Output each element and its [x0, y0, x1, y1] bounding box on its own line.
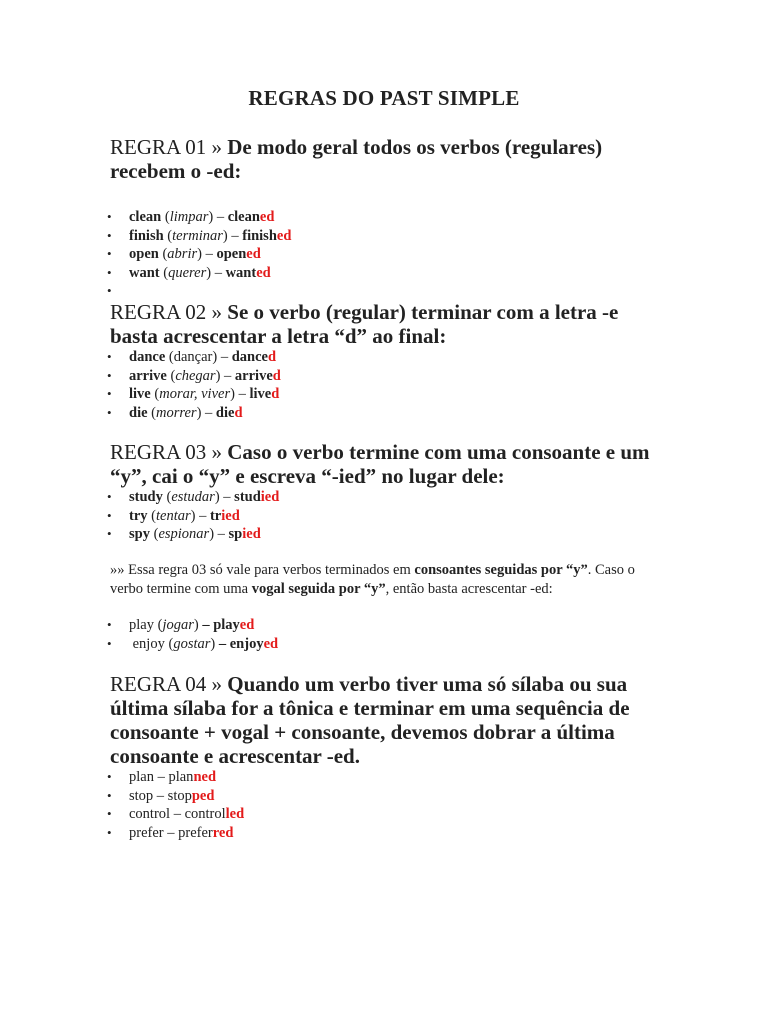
past-suffix: ied: [242, 526, 261, 542]
past-form-stem: open: [216, 246, 247, 262]
translation: espionar: [158, 526, 210, 542]
verb: prefer: [129, 824, 164, 841]
list-item: • spy (espionar) – spied: [110, 525, 279, 544]
rule-04-list: [110, 768, 244, 842]
past-suffix: red: [212, 824, 234, 841]
verb: control: [129, 806, 171, 822]
translation: morrer: [156, 404, 197, 421]
past-form-stem: play: [213, 617, 240, 633]
verb: die: [129, 404, 148, 421]
past-suffix: led: [225, 806, 245, 822]
past-form-stem: plan: [168, 769, 194, 785]
rule-03-note: »» Essa regra 03 só vale para verbos terminados em consoantes seguidas por “y”. Caso o verbo termine com uma vogal seguida por “y”, então basta acrescentar -ed:: [110, 562, 635, 597]
verb: open: [129, 246, 159, 262]
list-item: • stop – stopped: [110, 787, 244, 806]
past-form-stem: enjoy: [229, 635, 264, 652]
page-title: REGRAS DO PAST SIMPLE: [248, 86, 520, 110]
list-item: • control – controlled: [110, 805, 244, 824]
past-suffix: d: [234, 404, 243, 421]
list-item: • clean (limpar) – cleaned: [110, 208, 291, 227]
past-suffix: ned: [193, 769, 217, 785]
past-suffix: ed: [239, 617, 255, 633]
past-suffix: ied: [221, 507, 240, 524]
translation: abrir: [167, 246, 198, 262]
verb: dance: [129, 349, 166, 365]
rule-03-list: [110, 488, 279, 544]
verb: stop: [129, 787, 154, 804]
translation: terminar: [172, 227, 223, 244]
rule-03-label: REGRA 03 »: [110, 440, 223, 464]
list-item: • try (tentar) – tried: [110, 507, 279, 526]
rule-02-text: Se o verbo (regular) terminar com a letra -e basta acrescentar a letra “d” ao final:: [110, 300, 619, 348]
verb: clean: [129, 209, 162, 225]
past-form-stem: die: [215, 404, 235, 421]
past-form-stem: tr: [209, 507, 222, 524]
verb: try: [129, 507, 148, 524]
past-suffix: ed: [256, 264, 271, 281]
translation: estudar: [171, 489, 215, 505]
past-suffix: ed: [263, 635, 279, 652]
verb: study: [129, 489, 163, 505]
translation: chegar: [175, 367, 216, 384]
verb: enjoy: [132, 635, 165, 652]
verb: finish: [129, 227, 164, 244]
verb: arrive: [129, 367, 167, 384]
past-form-stem: control: [184, 806, 226, 822]
rule-03-heading: [110, 440, 670, 488]
list-item: • die (morrer) – died: [110, 404, 281, 423]
list-item: • live (morar, viver) – lived: [110, 385, 281, 404]
rule-03-text: Caso o verbo termine com uma consoante e um “y”, cai o “y” e escreva “-ied” no lugar dele:: [110, 440, 650, 488]
list-item: • want (querer) – wanted: [110, 264, 291, 283]
past-suffix: ied: [260, 489, 280, 505]
rule-01-label: REGRA 01 »: [110, 135, 223, 159]
verb: plan: [129, 769, 154, 785]
translation: tentar: [155, 507, 191, 524]
rule-04-heading: [110, 672, 650, 768]
past-suffix: d: [271, 386, 280, 402]
rule-02-list: [110, 348, 281, 422]
past-suffix: d: [267, 349, 277, 365]
rule-02-label: REGRA 02 »: [110, 300, 223, 324]
past-form-stem: sp: [228, 526, 243, 542]
past-form-stem: prefer: [178, 824, 213, 841]
list-item: • play (jogar) – played: [110, 616, 278, 635]
past-suffix: d: [272, 367, 281, 384]
verb: live: [129, 386, 151, 402]
list-item: • prefer – preferred: [110, 824, 244, 843]
list-item: • dance (dançar) – danced: [110, 348, 281, 367]
list-item: • study (estudar) – studied: [110, 488, 279, 507]
verb: spy: [129, 526, 150, 542]
past-suffix: ed: [276, 227, 292, 244]
list-item: • finish (terminar) – finished: [110, 227, 291, 246]
past-form-stem: dance: [231, 349, 268, 365]
past-form-stem: finish: [242, 227, 277, 244]
past-suffix: ped: [191, 787, 215, 804]
translation: morar, viver: [159, 386, 231, 402]
note-list: [110, 616, 278, 653]
verb: play: [129, 617, 154, 633]
translation: dançar: [173, 349, 213, 365]
list-item: • open (abrir) – opened: [110, 245, 291, 264]
list-item-empty: [110, 282, 291, 301]
translation: jogar: [162, 617, 194, 633]
translation: limpar: [169, 209, 209, 225]
past-suffix: ed: [246, 246, 261, 262]
rule-01-heading: [110, 135, 670, 183]
list-item: • plan – planned: [110, 768, 244, 787]
list-item: • arrive (chegar) – arrived: [110, 367, 281, 386]
translation: querer: [168, 264, 207, 281]
rule-04-label: REGRA 04 »: [110, 672, 223, 696]
rule-01-text: De modo geral todos os verbos (regulares) recebem o -ed:: [110, 135, 603, 183]
past-suffix: ed: [259, 209, 275, 225]
rule-01-list: [110, 208, 291, 301]
translation: gostar: [173, 635, 211, 652]
list-item: • enjoy (gostar) – enjoyed: [110, 635, 278, 654]
verb: want: [129, 264, 160, 281]
rule-04-text: Quando um verbo tiver uma só sílaba ou sua última sílaba for a tônica e terminar em uma sequência de consoante + vogal + consoante, devemos dobrar a última consoante e acrescentar -ed.: [110, 672, 630, 768]
past-form-stem: want: [225, 264, 257, 281]
past-form-stem: stop: [167, 787, 192, 804]
past-form-stem: live: [249, 386, 272, 402]
past-form-stem: arrive: [234, 367, 273, 384]
rule-02-heading: [110, 300, 670, 348]
past-form-stem: stud: [234, 489, 261, 505]
past-form-stem: clean: [227, 209, 260, 225]
